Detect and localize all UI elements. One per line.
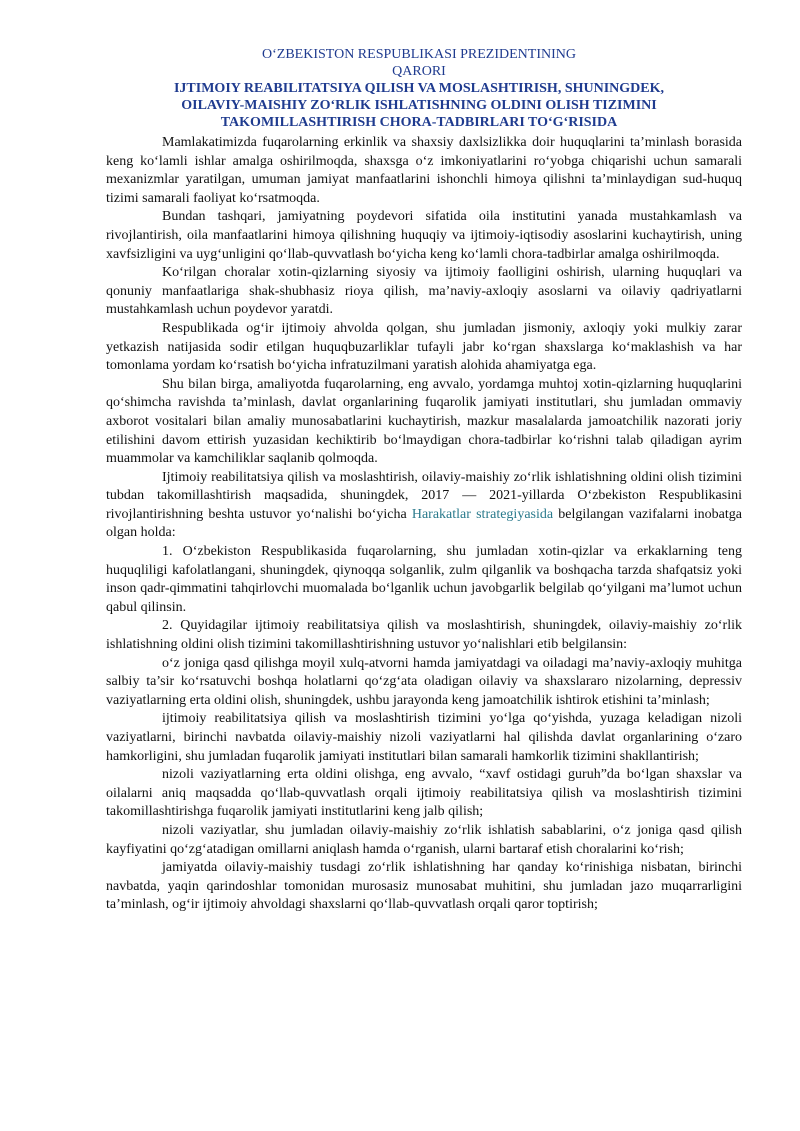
clause-1: 1. O‘zbekiston Respublikasida fuqarolarning, shu jumladan xotin-qizlar va erkaklarning teng huquqliligi kafolatlangani, shuningdek, qiynoqqa solganlik, zulm qilganlik va boshqacha tarzda shafqatsiz yoki inson qadr-qimmatini tahqirlovchi muomalada bo‘lganlik uchun javobgarlik belgilab qo‘yilgani ma’lumot uchun qabul qilinsin. <box>106 544 742 615</box>
strategy-link[interactable]: Harakatlar strategiyasida <box>411 506 554 522</box>
paragraph-text: belgilangan vazifalarni inobatga olgan holda: <box>106 506 743 541</box>
paragraph: Shu bilan birga, amaliyotda fuqarolarning, eng avvalo, yordamga muhtoj xotin-qizlarning huquqlarini qo‘shimcha ravishda ta’minlash, davlat organlarining fuqarolik jamiyati institutlari, shu jumladan ommaviy axborot vositalari bilan amaliy munosabatlarini kuchaytirish, mazkur masalalarda jamoatchilik nazorati joriy etilishini davom ettirish yuzasidan kechiktirib bo‘lmaydigan chora-tadbirlar ko‘rishni talab qiladigan ayrim muammolar va kamchiliklar saqlanib qolmoqda. <box>106 376 742 467</box>
clause-item: o‘z joniga qasd qilishga moyil xulq-atvorni hamda jamiyatdagi va oiladagi ma’naviy-axloqiy muhitga salbiy ta’sir ko‘rsatuvchi boshqa holatlarni qo‘zg‘ata oladigan oilaviy va shaxslararo nizolarning, depressiv vaziyatlarning erta oldini olish, shuningdek, ushbu jarayonda keng jamoatchilik ishtirok etishini ta’minlash; <box>106 655 742 708</box>
paragraph-text: Ijtimoiy reabilitatsiya qilish va moslashtirish, oilaviy-maishiy zo‘rlik ishlatishning oldini olish tizimini tubdan takomillashtirish maqsadida, shuningdek, 2017 — 2021-yillarda O‘zbekiston Respublikasini rivojlantirishning beshta ustuvor yo‘nalishi bo‘yicha <box>106 469 742 522</box>
decree-title-line-2: OILAVIY-MAISHIY ZO‘RLIK ISHLATISHNING OLDINI OLISH TIZIMINI <box>181 98 657 113</box>
title-block <box>106 46 742 131</box>
decree-title-line-3: TAKOMILLASHTIRISH CHORA-TADBIRLARI TO‘G‘RISIDA <box>220 115 618 130</box>
clause-2: 2. Quyidagilar ijtimoiy reabilitatsiya qilish va moslashtirish, shuningdek, oilaviy-maishiy zo‘rlik ishlatishning oldini olish tizimini takomillashtirishning ustuvor yo‘nalishlari etib belgilansin: <box>106 618 742 653</box>
clause-item: nizoli vaziyatlar, shu jumladan oilaviy-maishiy zo‘rlik ishlatish sabablarini, o‘z joniga qasd qilish kayfiyatini qo‘zg‘atadigan omillarni aniqlash hamda o‘rganish, ularni bartaraf etish choralarini ko‘rish; <box>106 822 742 857</box>
paragraph: Respublikada og‘ir ijtimoiy ahvolda qolgan, shu jumladan jismoniy, axloqiy yoki mulkiy zarar yetkazish natijasida sodir etilgan huquqbuzarliklar tufayli jabr ko‘rgan shaxslarga ko‘maklashish va har tomonlama yordam ko‘rsatish bo‘yicha infratuzilmani yaratish alohida ahamiyatga ega. <box>106 320 742 374</box>
paragraph-strategy <box>106 469 742 543</box>
paragraph: Mamlakatimizda fuqarolarning erkinlik va shaxsiy daxlsizlikka doir huquqlarini ta’minlash borasida keng ko‘lamli ishlar amalga oshirilmoqda, shaxsga o‘z imkoniyatlarini ro‘yobga chiqarishi uchun samarali mexanizmlar yaratilgan, umuman jamiyat manfaatlarini ishonchli himoya qilishni ta’minlaydigan sud-huquq tizimi samarali faoliyat ko‘rsatmoqda. <box>106 135 742 206</box>
decree-type: QARORI <box>392 64 446 79</box>
clause-item: nizoli vaziyatlarning erta oldini olishga, eng avvalo, “xavf ostidagi guruh”da bo‘lgan shaxslar va oilalarni aniq maqsadda qo‘llab-quvvatlash orqali ijtimoiy reabilitatsiya qilish va moslashtirish tizimini takomillashtirishga fuqarolik jamiyati institutlarini keng jalb qilish; <box>106 767 742 820</box>
decree-issuer: O‘ZBEKISTON RESPUBLIKASI PREZIDENTINING <box>262 47 576 62</box>
clause-item: jamiyatda oilaviy-maishiy tusdagi zo‘rlik ishlatishning har qanday ko‘rinishiga nisbatan, birinchi navbatda, yaqin qarindoshlar tomonidan murosasiz munosabat muhitini, shu jumladan jazo muqarrarligini ta’minlash, og‘ir ijtimoiy ahvoldagi shaxslarni qo‘llab-quvvatlash orqali qaror toptirish; <box>106 860 742 913</box>
body-text <box>106 134 742 915</box>
paragraph: Ko‘rilgan choralar xotin-qizlarning siyosiy va ijtimoiy faolligini oshirish, ularning huquqlari va qonuniy manfaatlariga shak-shubhasiz rioya qilish, ma’naviy-axloqiy asoslarni va oilaviy qadriyatlarni mustahkamlash uchun poydevor yaratdi. <box>106 265 742 318</box>
clause-item: ijtimoiy reabilitatsiya qilish va moslashtirish tizimini yo‘lga qo‘yishda, yuzaga keladigan nizoli vaziyatlarni, birinchi navbatda oilaviy-maishiy nizoli vaziyatlarni hal qilishda davlat organlarining o‘zaro hamkorligini, shu jumladan fuqarolik jamiyati institutlari bilan samarali hamkorlik tizimini shakllantirish; <box>106 711 742 764</box>
paragraph: Bundan tashqari, jamiyatning poydevori sifatida oila institutini yanada mustahkamlash va rivojlantirish, oila manfaatlarini himoya qilishning huquqiy va ijtimoiy-iqtisodiy asoslarini kuchaytirish, uning xavfsizligini va uyg‘unligini qo‘llab-quvvatlash bo‘yicha keng ko‘lamli chora-tadbirlar amalga oshirilmoqda. <box>106 209 742 262</box>
decree-title-line-1: IJTIMOIY REABILITATSIYA QILISH VA MOSLASHTIRISH, SHUNINGDEK, <box>173 81 665 96</box>
